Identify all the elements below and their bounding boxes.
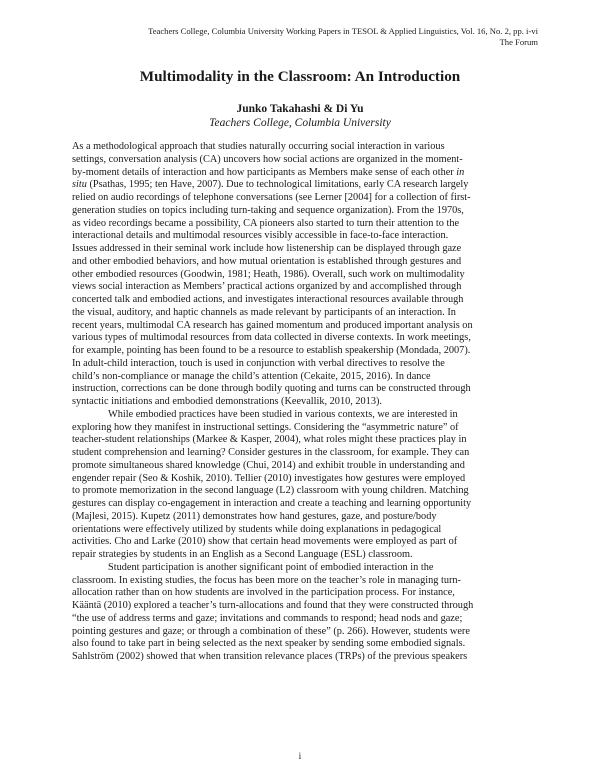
body-line: activities. Cho and Larke (2010) show that certain head movements were employed as part of (72, 536, 458, 548)
article-body (72, 141, 532, 664)
body-line: student comprehension and learning? Consider gestures in the classroom, for example. They can (72, 447, 470, 458)
body-line: settings, conversation analysis (CA) uncovers how social actions are organized in the moment- (72, 153, 463, 165)
body-line: “the use of address terms and gaze; invitations and commands to respond; head nods and gaze; (72, 612, 463, 624)
body-line: interactional details and multimodal resources visibly accessible in face-to-face interaction. (72, 230, 449, 242)
body-line: repair strategies by students in an English as a Second Language (ESL) classroom. (72, 549, 413, 560)
body-line: In adult-child interaction, touch is used in conjunction with verbal directives to resolve the (72, 357, 445, 369)
body-line: views social interaction as Members’ practical actions organized by and accomplished through (72, 281, 462, 293)
body-line: child’s non-compliance or manage the child’s attention (Cekaite, 2015, 2016). In dance (72, 370, 431, 382)
body-line: orientations were effectively utilized by students while doing explanations in pedagogical (72, 523, 442, 535)
body-line: engender repair (Seo & Koshik, 2010). Tellier (2010) investigates how gestures were employed (72, 472, 466, 484)
body-line: generation studies on topics including turn-taking and sequence organization). From the 1970s, (72, 204, 464, 216)
paragraph-2 (72, 409, 532, 562)
body-line: While embodied practices have been studied in various contexts, we are interested in (108, 408, 458, 420)
body-line: recent years, multimodal CA research has gained momentum and produced important analysis on (72, 319, 473, 331)
body-line: Issues addressed in their seminal work include how listenership can be displayed through gaze (72, 243, 462, 254)
body-line: for example, pointing has been found to be a resource to establish speakership (Mondada, 2007). (72, 345, 471, 356)
body-line: various types of multimodal resources from data collected in diverse contexts. In work meetings, (72, 332, 471, 344)
running-head (148, 26, 538, 48)
article-title: Multimodality in the Classroom: An Introduction (139, 68, 461, 85)
body-line: gestures can display co-engagement in interaction and create a teaching and learning opportunity (72, 498, 472, 509)
body-line: teacher-student relationships (Markee & Kasper, 2004), what roles might these practices play in (72, 434, 467, 446)
author-affiliation: Teachers College, Columbia University (209, 117, 391, 129)
body-line: instruction, corrections can be done through bodily quoting and turns can be constructed through (72, 383, 471, 395)
body-line (72, 167, 532, 180)
paragraph-1 (72, 141, 532, 409)
body-line: allocation rather than on how students are involved in the participation process. For instance, (72, 587, 455, 599)
body-line: promote simultaneous shared knowledge (Chui, 2014) and exhibit trouble in understanding and (72, 459, 465, 471)
body-line: Kääntä (2010) explored a teacher’s turn-allocations and found that they were constructed through (72, 600, 474, 611)
body-line: relied on audio recordings of telephone conversations (see Lerner [2004] for a collection of first- (72, 192, 471, 203)
body-line: classroom. In existing studies, the focus has been more on the teacher’s role in managing turn- (72, 574, 461, 586)
line-text: (Psathas, 1995; ten Have, 2007). Due to technological limitations, early CA research largely (86, 179, 469, 191)
paragraph-3 (72, 562, 532, 664)
italic-term: situ (72, 179, 87, 191)
body-line: also found to take part in being selected as the next speaker by sending some embodied signals. (72, 638, 466, 650)
body-line: and other embodied behaviors, and how mutual orientation is established through gestures and (72, 255, 462, 267)
body-line: to promote memorization in the second language (L2) classroom with young children. Matching (72, 485, 469, 497)
body-line: As a methodological approach that studies naturally occurring social interaction in various (72, 141, 445, 152)
body-line: syntactic initiations and embodied demonstrations (Keevallik, 2010, 2013). (72, 396, 382, 407)
line-text: by-moment details of interaction and how participants as Members make sense of each other (72, 166, 457, 178)
body-line: concerted talk and embodied actions, and investigates interactional resources available through (72, 294, 464, 305)
page-number: i (298, 752, 302, 762)
author-names: Junko Takahashi & Di Yu (236, 103, 364, 115)
body-line: exploring how they manifest in instructional settings. Considering the “asymmetric nature” of (72, 421, 459, 433)
body-line: (Majlesi, 2015). Kupetz (2011) demonstrates how hand gestures, gaze, and posture/body (72, 510, 437, 522)
author-block (0, 102, 600, 130)
body-line: pointing gestures and gaze; or through a combination of these” (p. 266). However, students were (72, 625, 470, 637)
body-line: the visual, auditory, and haptic channels as made relevant by participants of an interaction. In (72, 306, 456, 318)
italic-term: in (456, 166, 465, 178)
section-label: The Forum (499, 37, 538, 47)
body-line: other embodied resources (Goodwin, 1981; Heath, 1986). Overall, such work on multimodality (72, 268, 465, 280)
journal-citation: Teachers College, Columbia University Working Papers in TESOL & Applied Linguistics, Vol. 16, No. 2, pp. i-vi (148, 26, 538, 36)
body-line (72, 179, 532, 192)
body-line: Sahlström (2002) showed that when transition relevance places (TRPs) of the previous speakers (72, 651, 468, 662)
body-line: Student participation is another significant point of embodied interaction in the (108, 561, 434, 573)
body-line: as video recordings became a possibility, CA pioneers also started to turn their attention to the (72, 217, 460, 229)
